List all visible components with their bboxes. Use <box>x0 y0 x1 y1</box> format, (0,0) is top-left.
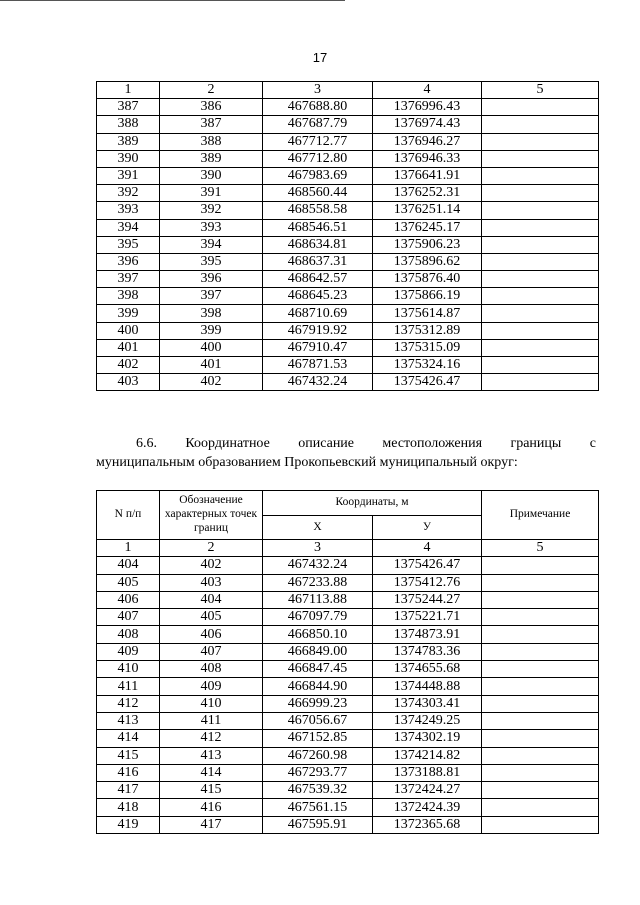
cell-row-number: 398 <box>97 288 160 305</box>
cell-note <box>482 236 599 253</box>
heading-word: с <box>589 436 596 451</box>
cell-point-id: 417 <box>160 816 263 833</box>
cell-point-id: 391 <box>160 185 263 202</box>
cell-note <box>482 730 599 747</box>
cell-y: 1374655.68 <box>373 661 482 678</box>
table-row <box>97 322 599 339</box>
table-row <box>97 374 599 391</box>
cell-y: 1374302.19 <box>373 730 482 747</box>
table-row <box>97 816 599 833</box>
cell-note <box>482 357 599 374</box>
table-row <box>97 730 599 747</box>
table-row <box>97 99 599 116</box>
cell-y: 1375412.76 <box>373 574 482 591</box>
cell-row-number: 396 <box>97 253 160 270</box>
table-row <box>97 626 599 643</box>
heading-word: границы <box>510 436 562 451</box>
cell-note <box>482 305 599 322</box>
cell-x: 467910.47 <box>263 339 373 356</box>
cell-row-number: 400 <box>97 322 160 339</box>
cell-note <box>482 695 599 712</box>
cell-row-number: 411 <box>97 678 160 695</box>
cell-y: 1376251.14 <box>373 202 482 219</box>
cell-y: 1372424.27 <box>373 782 482 799</box>
table-row <box>97 695 599 712</box>
cell-x: 468642.57 <box>263 271 373 288</box>
cell-point-id: 394 <box>160 236 263 253</box>
cell-point-id: 398 <box>160 305 263 322</box>
table-row <box>97 202 599 219</box>
cell-y: 1376996.43 <box>373 99 482 116</box>
cell-y: 1374303.41 <box>373 695 482 712</box>
cell-x: 467983.69 <box>263 167 373 184</box>
cell-point-id: 399 <box>160 322 263 339</box>
cell-row-number: 392 <box>97 185 160 202</box>
cell-row-number: 408 <box>97 626 160 643</box>
cell-x: 468645.23 <box>263 288 373 305</box>
section-heading <box>96 434 596 472</box>
table-row <box>97 150 599 167</box>
header-y: У <box>373 516 482 540</box>
table-row <box>97 219 599 236</box>
cell-row-number: 395 <box>97 236 160 253</box>
cell-y: 1374873.91 <box>373 626 482 643</box>
cell-x: 468560.44 <box>263 185 373 202</box>
heading-word: описание <box>298 436 355 451</box>
cell-y: 1374448.88 <box>373 678 482 695</box>
table-row <box>97 167 599 184</box>
cell-point-id: 414 <box>160 764 263 781</box>
table-row <box>97 661 599 678</box>
table-row <box>97 712 599 729</box>
cell-point-id: 404 <box>160 591 263 608</box>
cell-row-number: 409 <box>97 643 160 660</box>
cell-y: 1372424.39 <box>373 799 482 816</box>
cell-note <box>482 253 599 270</box>
page-number: 17 <box>312 50 328 65</box>
cell-note <box>482 574 599 591</box>
cell-row-number: 403 <box>97 374 160 391</box>
cell-x: 468634.81 <box>263 236 373 253</box>
cell-point-id: 393 <box>160 219 263 236</box>
cell-x: 467097.79 <box>263 609 373 626</box>
cell-y: 1376974.43 <box>373 116 482 133</box>
cell-note <box>482 609 599 626</box>
cell-row-number: 389 <box>97 133 160 150</box>
column-numbering-row <box>97 540 599 557</box>
cell-note <box>482 747 599 764</box>
cell-x: 467539.32 <box>263 782 373 799</box>
cell-point-id: 408 <box>160 661 263 678</box>
cell-x: 467056.67 <box>263 712 373 729</box>
cell-point-id: 389 <box>160 150 263 167</box>
table-row <box>97 574 599 591</box>
cell-x: 466847.45 <box>263 661 373 678</box>
section-heading-line1 <box>96 434 596 453</box>
cell-point-id: 401 <box>160 357 263 374</box>
column-number: 2 <box>160 540 263 557</box>
cell-y: 1374249.25 <box>373 712 482 729</box>
heading-word: местоположения <box>382 436 483 451</box>
cell-point-id: 392 <box>160 202 263 219</box>
cell-y: 1372365.68 <box>373 816 482 833</box>
cell-y: 1376946.27 <box>373 133 482 150</box>
table-row <box>97 116 599 133</box>
column-number: 5 <box>482 82 599 99</box>
column-number: 1 <box>97 82 160 99</box>
column-number: 4 <box>373 540 482 557</box>
cell-note <box>482 764 599 781</box>
cell-y: 1375315.09 <box>373 339 482 356</box>
cell-x: 467260.98 <box>263 747 373 764</box>
scan-edge-line <box>0 0 345 1</box>
column-number: 5 <box>482 540 599 557</box>
cell-x: 468558.58 <box>263 202 373 219</box>
cell-note <box>482 782 599 799</box>
table-row <box>97 185 599 202</box>
table-row <box>97 782 599 799</box>
cell-x: 467688.80 <box>263 99 373 116</box>
table-row <box>97 557 599 574</box>
cell-x: 467712.80 <box>263 150 373 167</box>
cell-y: 1375426.47 <box>373 374 482 391</box>
column-numbering-row <box>97 82 599 99</box>
table-row <box>97 253 599 270</box>
column-number: 3 <box>263 540 373 557</box>
cell-x: 467432.24 <box>263 557 373 574</box>
cell-point-id: 403 <box>160 574 263 591</box>
cell-note <box>482 271 599 288</box>
cell-y: 1375312.89 <box>373 322 482 339</box>
cell-point-id: 397 <box>160 288 263 305</box>
cell-note <box>482 219 599 236</box>
cell-point-id: 416 <box>160 799 263 816</box>
cell-x: 467432.24 <box>263 374 373 391</box>
cell-x: 466844.90 <box>263 678 373 695</box>
cell-x: 467595.91 <box>263 816 373 833</box>
cell-x: 467561.15 <box>263 799 373 816</box>
cell-x: 467233.88 <box>263 574 373 591</box>
cell-note <box>482 288 599 305</box>
coordinates-table-continued <box>96 81 599 391</box>
table-row <box>97 678 599 695</box>
cell-row-number: 405 <box>97 574 160 591</box>
table-row <box>97 357 599 374</box>
cell-row-number: 399 <box>97 305 160 322</box>
header-row-number: N п/п <box>97 491 160 540</box>
cell-note <box>482 678 599 695</box>
cell-point-id: 411 <box>160 712 263 729</box>
header-coordinates: Координаты, м <box>263 491 482 516</box>
cell-note <box>482 339 599 356</box>
cell-x: 468637.31 <box>263 253 373 270</box>
cell-x: 467113.88 <box>263 591 373 608</box>
cell-row-number: 387 <box>97 99 160 116</box>
cell-point-id: 400 <box>160 339 263 356</box>
cell-point-id: 386 <box>160 99 263 116</box>
cell-y: 1375614.87 <box>373 305 482 322</box>
cell-y: 1374783.36 <box>373 643 482 660</box>
cell-note <box>482 799 599 816</box>
cell-point-id: 413 <box>160 747 263 764</box>
cell-row-number: 410 <box>97 661 160 678</box>
cell-note <box>482 643 599 660</box>
column-number: 2 <box>160 82 263 99</box>
cell-row-number: 413 <box>97 712 160 729</box>
cell-row-number: 415 <box>97 747 160 764</box>
cell-x: 468546.51 <box>263 219 373 236</box>
cell-x: 466849.00 <box>263 643 373 660</box>
cell-point-id: 412 <box>160 730 263 747</box>
header-point-designation: Обозначение характерных точек границ <box>160 491 263 540</box>
cell-y: 1376641.91 <box>373 167 482 184</box>
cell-y: 1375866.19 <box>373 288 482 305</box>
column-number: 1 <box>97 540 160 557</box>
cell-y: 1376252.31 <box>373 185 482 202</box>
table-row <box>97 271 599 288</box>
cell-y: 1376245.17 <box>373 219 482 236</box>
cell-note <box>482 816 599 833</box>
cell-y: 1376946.33 <box>373 150 482 167</box>
cell-x: 467712.77 <box>263 133 373 150</box>
table-row <box>97 747 599 764</box>
cell-row-number: 397 <box>97 271 160 288</box>
cell-x: 466999.23 <box>263 695 373 712</box>
cell-row-number: 393 <box>97 202 160 219</box>
cell-row-number: 418 <box>97 799 160 816</box>
cell-row-number: 391 <box>97 167 160 184</box>
cell-note <box>482 150 599 167</box>
table-row <box>97 799 599 816</box>
cell-y: 1375426.47 <box>373 557 482 574</box>
cell-point-id: 410 <box>160 695 263 712</box>
table-row <box>97 236 599 253</box>
table-row <box>97 305 599 322</box>
cell-row-number: 401 <box>97 339 160 356</box>
cell-note <box>482 99 599 116</box>
cell-row-number: 402 <box>97 357 160 374</box>
header-note: Примечание <box>482 491 599 540</box>
cell-row-number: 417 <box>97 782 160 799</box>
cell-row-number: 406 <box>97 591 160 608</box>
cell-point-id: 402 <box>160 374 263 391</box>
cell-point-id: 390 <box>160 167 263 184</box>
cell-y: 1374214.82 <box>373 747 482 764</box>
cell-y: 1375244.27 <box>373 591 482 608</box>
cell-row-number: 407 <box>97 609 160 626</box>
table-row <box>97 288 599 305</box>
cell-point-id: 405 <box>160 609 263 626</box>
cell-note <box>482 661 599 678</box>
cell-row-number: 416 <box>97 764 160 781</box>
cell-x: 466850.10 <box>263 626 373 643</box>
header-x: X <box>263 516 373 540</box>
cell-row-number: 412 <box>97 695 160 712</box>
boundary-coordinates-table <box>96 490 599 834</box>
cell-point-id: 406 <box>160 626 263 643</box>
cell-y: 1375906.23 <box>373 236 482 253</box>
cell-note <box>482 374 599 391</box>
cell-x: 467152.85 <box>263 730 373 747</box>
cell-point-id: 395 <box>160 253 263 270</box>
column-number: 3 <box>263 82 373 99</box>
table-row <box>97 591 599 608</box>
cell-y: 1375221.71 <box>373 609 482 626</box>
cell-note <box>482 322 599 339</box>
table-row <box>97 609 599 626</box>
cell-x: 467919.92 <box>263 322 373 339</box>
cell-note <box>482 202 599 219</box>
table-row <box>97 133 599 150</box>
cell-note <box>482 712 599 729</box>
cell-y: 1375896.62 <box>373 253 482 270</box>
cell-point-id: 387 <box>160 116 263 133</box>
table-row <box>97 643 599 660</box>
cell-point-id: 409 <box>160 678 263 695</box>
cell-note <box>482 557 599 574</box>
cell-note <box>482 185 599 202</box>
cell-note <box>482 133 599 150</box>
cell-y: 1375876.40 <box>373 271 482 288</box>
cell-point-id: 407 <box>160 643 263 660</box>
cell-point-id: 388 <box>160 133 263 150</box>
cell-point-id: 402 <box>160 557 263 574</box>
cell-note <box>482 116 599 133</box>
cell-row-number: 390 <box>97 150 160 167</box>
cell-note <box>482 626 599 643</box>
cell-point-id: 396 <box>160 271 263 288</box>
table-row <box>97 764 599 781</box>
column-number: 4 <box>373 82 482 99</box>
cell-x: 468710.69 <box>263 305 373 322</box>
cell-y: 1373188.81 <box>373 764 482 781</box>
section-number: 6.6. <box>136 436 157 451</box>
cell-row-number: 414 <box>97 730 160 747</box>
cell-row-number: 394 <box>97 219 160 236</box>
table-row <box>97 339 599 356</box>
cell-row-number: 419 <box>97 816 160 833</box>
cell-x: 467293.77 <box>263 764 373 781</box>
cell-row-number: 388 <box>97 116 160 133</box>
cell-x: 467687.79 <box>263 116 373 133</box>
cell-note <box>482 591 599 608</box>
cell-y: 1375324.16 <box>373 357 482 374</box>
cell-note <box>482 167 599 184</box>
cell-point-id: 415 <box>160 782 263 799</box>
cell-x: 467871.53 <box>263 357 373 374</box>
section-heading-line2: муниципальным образованием Прокопьевский муниципальный округ: <box>96 455 518 470</box>
heading-word: Координатное <box>185 436 270 451</box>
cell-row-number: 404 <box>97 557 160 574</box>
